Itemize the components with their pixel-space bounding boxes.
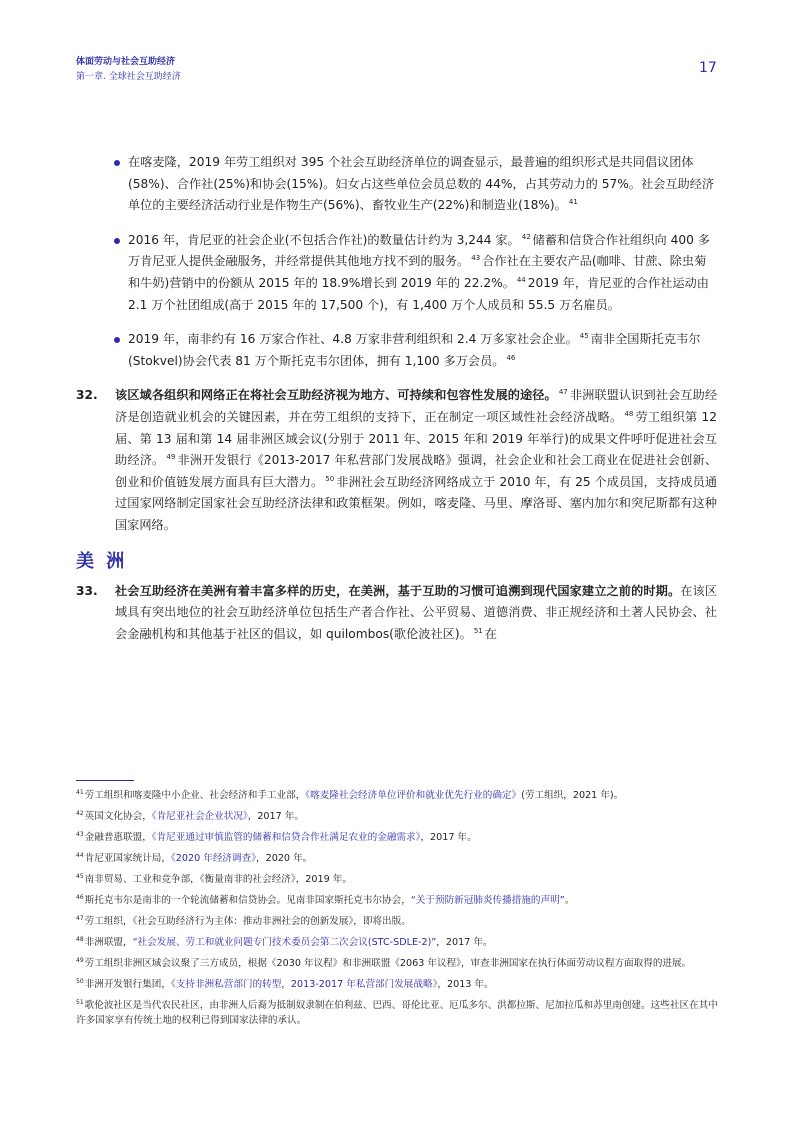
- footnote-link[interactable]: 《支持非洲私营部门的转型，2013-2017 年私营部门发展战略》: [170, 979, 438, 990]
- footnote-number: 45: [76, 872, 84, 880]
- paragraph-text: 非洲社会互助经济网络成立于 2010 年，有 25 个成员国，支持成员通过国家网络制定国家社会互助经济法律和政策框架。例如，喀麦隆、马里、摩洛哥、塞内加尔和突尼斯都有这种国家网络。: [115, 474, 718, 532]
- footnote: [76, 893, 721, 908]
- footnote-text: ，2017 年。: [436, 937, 493, 948]
- bullet-dot-icon: [114, 238, 120, 244]
- footnote-ref[interactable]: 42: [521, 232, 531, 241]
- footnote-number: 42: [76, 809, 84, 817]
- footnote-number: 41: [76, 788, 84, 796]
- bullet-text: 南非全国斯托克韦尔(Stokvel)协会代表 81 万个斯托克韦尔团体，拥有 1,100 多万会员。: [128, 332, 701, 368]
- footnote-text: 歌伦波社区是当代农民社区，由非洲人后裔为抵制奴隶制在伯利兹、巴西、哥伦比亚、厄瓜多尔、洪都拉斯、尼加拉瓜和苏里南创建。这些社区在其中许多国家享有传统土地的权利已得到国家法律的承认。: [76, 1000, 718, 1026]
- footnote-link[interactable]: “关于预防新冠肺炎传播措施的声明”: [410, 895, 565, 906]
- footnote-text: ，2020 年。: [256, 853, 313, 864]
- footnote-link[interactable]: 《喀麦隆社会经济单位评价和就业优先行业的确定》: [305, 790, 522, 801]
- footnote-ref[interactable]: 51: [473, 626, 483, 635]
- footnote-text: 金融普惠联盟，: [84, 832, 152, 843]
- footnote: [76, 851, 721, 866]
- bullet-text: 在喀麦隆，2019 年劳工组织对 395 个社会互助经济单位的调查显示，最普遍的组织形式是共同倡议团体(58%)、合作社(25%)和协会(15%)。妇女占这些单位会员总数的 44%，占其劳动力的 57%。社会互助经济单位的主要经济活动行业是作物生产(56%)、畜牧业生产(22%)和制造业(18%)。: [128, 155, 715, 213]
- footnote-ref[interactable]: 43: [471, 254, 481, 263]
- header-title: 体面劳动与社会互助经济: [76, 57, 176, 67]
- footnote: [76, 956, 721, 971]
- footnote-text: 南非贸易、工业和竞争部，《衡量南非的社会经济》，2019 年。: [84, 874, 352, 885]
- footnote-text: 斯托克韦尔是南非的一个轮流储蓄和信贷协会。见南非国家斯托克韦尔协会，: [84, 895, 411, 906]
- footnote-ref[interactable]: 48: [624, 409, 634, 418]
- footnote-number: 44: [76, 851, 84, 859]
- paragraph-number: 33.: [76, 583, 98, 598]
- footnote-text: 劳工组织和喀麦隆中小企业、社会经济和手工业部，: [84, 790, 306, 801]
- footnote: [76, 788, 721, 803]
- footnote-ref[interactable]: 46: [506, 353, 516, 362]
- footnote-ref[interactable]: 44: [516, 275, 526, 284]
- running-header: [76, 56, 181, 84]
- footnote-text: (劳工组织，2021 年)。: [521, 790, 624, 801]
- footnote-link[interactable]: 《肯尼亚社会企业状况》: [151, 811, 248, 822]
- footnote: [76, 977, 721, 992]
- paragraph-lead: 该区域各组织和网络正在将社会互助经济视为地方、可持续和包容性发展的途径。: [115, 388, 557, 403]
- section-title: 美 洲: [76, 550, 128, 572]
- footnote: [76, 872, 721, 887]
- paragraph-number: 32.: [76, 388, 98, 403]
- footnote-text: 英国文化协会，: [84, 811, 152, 822]
- footnote-link[interactable]: 《肯尼亚通过审慎监管的储蓄和信贷合作社满足农业的金融需求》: [151, 832, 421, 843]
- header-chapter: 第一章. 全球社会互助经济: [76, 72, 181, 82]
- footnote: [76, 998, 721, 1028]
- footnote-divider: [76, 780, 134, 781]
- footnote-number: 48: [76, 935, 84, 943]
- footnote-ref[interactable]: 49: [166, 453, 176, 462]
- footnote-text: 劳工组织非洲区域会议聚了三方成员，根据《2030 年议程》和非洲联盟《2063 年议程》，审查非洲国家在执行体面劳动议程方面取得的进展。: [84, 958, 692, 969]
- footnote-ref[interactable]: 50: [325, 474, 335, 483]
- bullet-text: 2019 年，南非约有 16 万家合作社、4.8 万家非营利组织和 2.4 万多家社会企业。: [128, 332, 578, 347]
- footnote-number: 46: [76, 893, 84, 901]
- bullet-dot-icon: [114, 337, 120, 343]
- footnote: [76, 935, 721, 950]
- footnote-number: 47: [76, 914, 84, 922]
- footnote-ref[interactable]: 45: [579, 332, 589, 341]
- footnote: [76, 914, 721, 929]
- footnote-text: ，2017 年。: [420, 832, 477, 843]
- footnote-text: 非洲联盟，: [84, 937, 133, 948]
- footnote-number: 50: [76, 977, 84, 985]
- bullet-item-south-africa: [76, 329, 717, 372]
- paragraph-text: 非洲开发银行《2013-2017 年私营部门发展战略》强调，社会企业和社会工商业在促进社会创新、创业和价值链发展方面具有巨大潜力。: [115, 453, 718, 489]
- footnote-number: 51: [76, 998, 84, 1006]
- bullet-text: 2019 年，肯尼亚的合作社运动由 2.1 万个社团组成(高于 2015 年的 17,500 个)，有 1,400 万个人成员和 55.5 万名雇员。: [128, 275, 709, 312]
- footnotes: [76, 788, 721, 1034]
- paragraph-32: [76, 385, 717, 536]
- footnote-link[interactable]: “社会发展、劳工和就业问题专门技术委员会第二次会议(STC-SDLE-2)”: [132, 937, 437, 948]
- footnote-text: ，2013 年。: [437, 979, 494, 990]
- bullet-item-cameroon: [76, 152, 717, 217]
- footnote-link[interactable]: 《2020 年经济调查》: [170, 853, 257, 864]
- footnote-text: 肯尼亚国家统计局，: [84, 853, 171, 864]
- footnote-text: 非洲开发银行集团，: [84, 979, 171, 990]
- bullet-item-kenya: [76, 230, 717, 316]
- footnote-ref[interactable]: 41: [568, 198, 578, 207]
- footnote-text: ，2017 年。: [247, 811, 304, 822]
- page-number: 17: [699, 60, 717, 76]
- paragraph-text: 非洲联盟认识到社会互助经济是创造就业机会的关键因素，并在劳工组织的支持下，正在制定一项区域性社会经济战略。: [115, 388, 718, 424]
- footnote: [76, 830, 721, 845]
- bullet-dot-icon: [114, 160, 120, 166]
- paragraph-33: [76, 581, 717, 646]
- footnote-text: 。: [564, 895, 575, 906]
- bullet-text: 储蓄和信贷合作社组织向 400 多万肯尼亚人提供金融服务，并经常提供其他地方找不到的服务。: [128, 232, 710, 269]
- footnote-number: 43: [76, 830, 84, 838]
- footnote-text: 劳工组织，《社会互助经济行为主体：推动非洲社会的创新发展》，即将出版。: [84, 916, 411, 927]
- bullet-text: 合作社在主要农产品(咖啡、甘蔗、除虫菊和牛奶)营销中的份额从 2015 年的 18.9%增长到 2019 年的 22.2%。: [128, 254, 707, 290]
- paragraph-text: 在: [484, 626, 497, 641]
- footnote-ref[interactable]: 47: [558, 388, 568, 397]
- paragraph-text: 劳工组织第 12 届、第 13 届和第 14 届非洲区域会议(分别于 2011 年、2015 年和 2019 年举行)的成果文件呼吁促进社会互助经济。: [115, 409, 718, 468]
- paragraph-lead: 社会互助经济在美洲有着丰富多样的历史，在美洲，基于互助的习惯可追溯到现代国家建立之前的时期。: [115, 583, 681, 598]
- footnote: [76, 809, 721, 824]
- footnote-number: 49: [76, 956, 84, 964]
- main-content: [76, 152, 717, 655]
- bullet-text: 2016 年，肯尼亚的社会企业(不包括合作社)的数量估计约为 3,244 家。: [128, 232, 520, 247]
- paragraph-text: 在该区域具有突出地位的社会互助经济单位包括生产者合作社、公平贸易、道德消费、非正规经济和土著人民协会、社会金融机构和其他基于社区的倡议，如 quilombos(歌伦波社区)。: [115, 583, 718, 641]
